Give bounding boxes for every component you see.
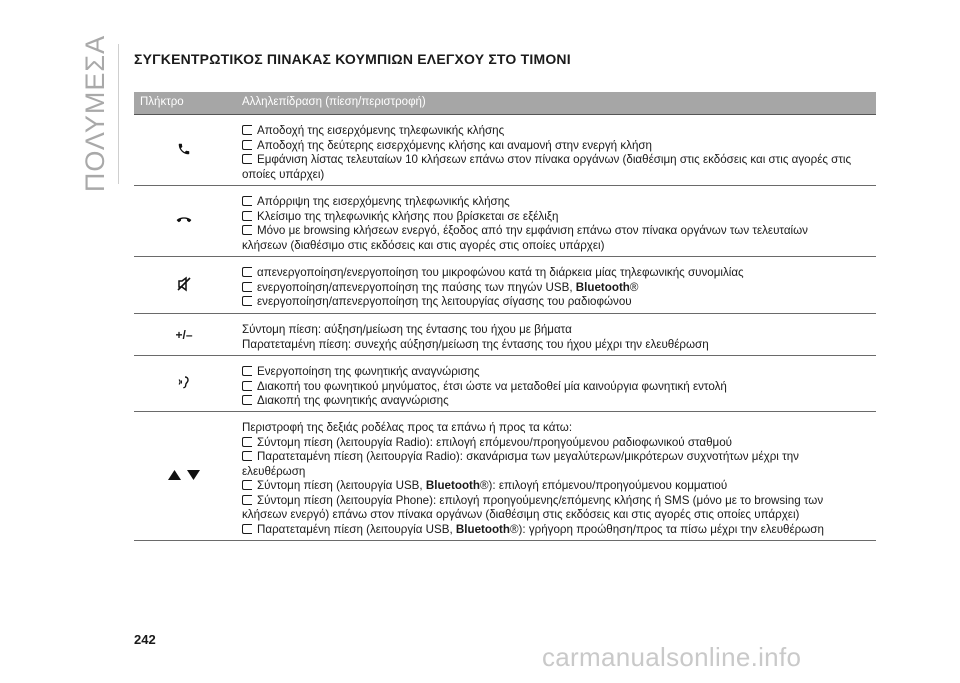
page-title: ΣΥΓΚΕΝΤΡΩΤΙΚΟΣ ΠΙΝΑΚΑΣ ΚΟΥΜΠΙΩΝ ΕΛΕΓΧΟΥ ΣΤΟ ΤΙΜΟΝΙ (134, 51, 571, 67)
bullet-line: Σύντομη πίεση (λειτουργία Radio): επιλογή επόμενου/προηγούμενου ραδιοφωνικού σταθμού (242, 436, 874, 451)
table-row (134, 257, 876, 314)
header-key: Πλήκτρο (140, 96, 184, 108)
bullet-line: Διακοπή του φωνητικού μηνύματος, έτσι ώστε να μεταδοθεί μία καινούργια φωνητική εντολή (242, 380, 874, 395)
watermark: carmanualsonline.info (542, 642, 802, 672)
text-part: Παρατεταμένη πίεση (λειτουργία USB, (257, 522, 456, 536)
text-part: ®): επιλογή επόμενου/προηγούμενου κομματιού (479, 479, 728, 492)
text-line: Σύντομη πίεση: αύξηση/μείωση της έντασης του ήχου με βήματα (242, 323, 572, 336)
key-cell (134, 186, 234, 256)
bullet-line: Απόρριψη της εισερχόμενης τηλεφωνικής κλήσης (242, 195, 874, 210)
scroll-wheel-icon (167, 469, 201, 484)
interaction-cell (242, 365, 874, 409)
section-side-tab: ΠΟΛΥΜΕΣΑ (80, 34, 111, 192)
interaction-cell (242, 323, 874, 352)
bluetooth-term: Bluetooth (425, 479, 480, 492)
text-line: Περιστροφή της δεξιάς ροδέλας προς τα επάνω ή προς τα κάτω: (242, 421, 573, 434)
bluetooth-term: Bluetooth (575, 280, 630, 294)
bullet-line (242, 479, 874, 494)
text-part: ® (629, 280, 639, 294)
phone-hangup-icon (176, 214, 192, 228)
bullet-line (242, 523, 874, 538)
key-cell (134, 356, 234, 411)
phone-answer-icon (177, 142, 191, 159)
bluetooth-term: Bluetooth (455, 522, 510, 536)
bullet-line: απενεργοποίηση/ενεργοποίηση του μικροφώνου κατά τη διάρκεια μίας τηλεφωνικής συνομιλίας (242, 266, 874, 281)
mute-icon (177, 276, 191, 295)
bullet-line (242, 281, 874, 296)
interaction-cell (242, 195, 874, 253)
header-interaction: Αλληλεπίδραση (πίεση/περιστροφή) (242, 96, 426, 108)
bullet-line: Σύντομη πίεση (λειτουργία Phone): επιλογή προηγούμενης/επόμενης κλήσης ή SMS (μόνο με το browsing των (242, 494, 874, 509)
bullet-line: Αποδοχή της εισερχόμενης τηλεφωνικής κλήσης (242, 124, 874, 139)
bullet-line: Εμφάνιση λίστας τελευταίων 10 κλήσεων επάνω στον πίνακα οργάνων (διαθέσιμη στις εκδόσεις και στις αγορές στις (242, 153, 874, 168)
text-line: κλήσεων ενεργό) επάνω στον πίνακα οργάνων (διαθέσιμη στις εκδόσεις και στις αγορές στις οποίες υπάρχει) (242, 508, 800, 521)
bullet-line: Διακοπή της φωνητικής αναγνώρισης (242, 394, 874, 409)
text-part: Σύντομη πίεση (λειτουργία USB, (257, 479, 426, 492)
interaction-cell (242, 124, 874, 182)
key-cell (134, 115, 234, 185)
interaction-cell (242, 266, 874, 310)
interaction-cell (242, 421, 874, 537)
text-line: Παρατεταμένη πίεση: συνεχής αύξηση/μείωση της έντασης του ήχου μέχρι την ελευθέρωση (242, 337, 709, 351)
text-part: ®): γρήγορη προώθηση/προς τα πίσω μέχρι την ελευθέρωση (510, 522, 824, 536)
key-cell (134, 412, 234, 540)
volume-key-label: +/– (175, 327, 193, 342)
table-row (134, 314, 876, 356)
side-divider (118, 44, 119, 184)
table-header (134, 92, 876, 114)
key-cell (134, 314, 234, 355)
page-number: 242 (134, 632, 156, 647)
key-cell (134, 257, 234, 313)
table-row (134, 186, 876, 257)
table-row (134, 412, 876, 541)
bullet-line: Παρατεταμένη πίεση (λειτουργία Radio): σκανάρισμα των μεγαλύτερων/μικρότερων συχνοτήτων μέχρι την (242, 450, 874, 465)
bullet-line: Αποδοχή της δεύτερης εισερχόμενης κλήσης και αναμονή στην ενεργή κλήση (242, 139, 874, 154)
voice-command-icon (176, 374, 192, 393)
text-part: ενεργοποίηση/απενεργοποίηση της παύσης των πηγών USB, (257, 280, 576, 294)
table-row (134, 356, 876, 412)
bullet-line: Ενεργοποίηση της φωνητικής αναγνώρισης (242, 365, 874, 380)
bullet-line: Μόνο με browsing κλήσεων ενεργό, έξοδος από την εμφάνιση επάνω στον πίνακα οργάνων των τελευταίων (242, 224, 874, 239)
text-line: οποίες υπάρχει) (242, 167, 325, 181)
bullet-line: Κλείσιμο της τηλεφωνικής κλήσης που βρίσκεται σε εξέλιξη (242, 210, 874, 225)
text-line: κλήσεων (διαθέσιμο στις εκδόσεις και στις αγορές στις οποίες υπάρχει) (242, 238, 605, 252)
text-line: ελευθέρωση (242, 464, 306, 478)
bullet-line: ενεργοποίηση/απενεργοποίηση της λειτουργίας σίγασης του ραδιοφώνου (242, 295, 874, 310)
table-row (134, 115, 876, 186)
